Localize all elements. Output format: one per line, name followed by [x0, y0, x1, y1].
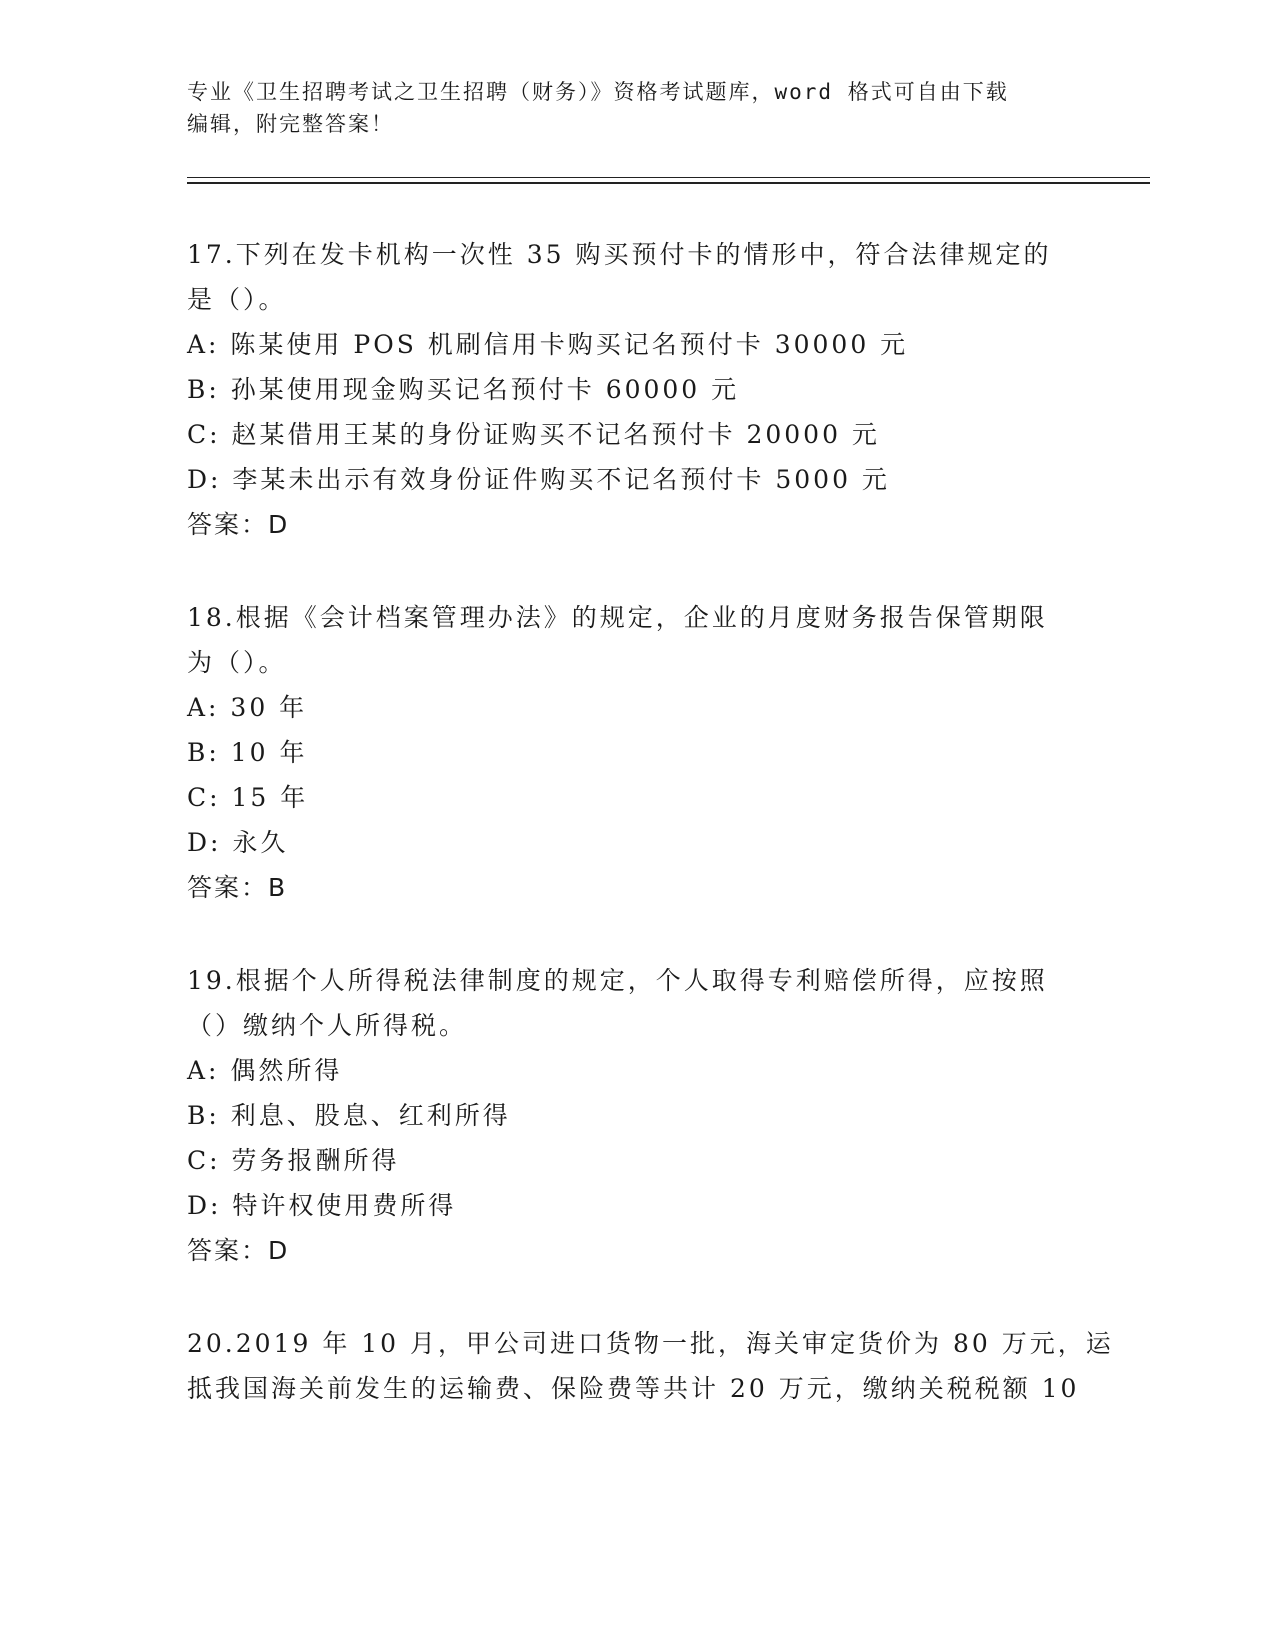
answer: 答案：D — [187, 1236, 290, 1265]
question-18 — [187, 595, 1087, 910]
option-d: D: 李某未出示有效身份证件购买不记名预付卡 5000 元 — [187, 465, 890, 494]
header-line-1: 专业《卫生招聘考试之卫生招聘（财务）》资格考试题库，word 格式可自由下载 — [187, 80, 1009, 104]
header-divider-thin — [187, 177, 1150, 178]
option-b: B: 利息、股息、红利所得 — [187, 1101, 511, 1130]
option-c: C: 15 年 — [187, 783, 309, 812]
question-stem — [187, 232, 1087, 322]
question-stem-line-1: 19.根据个人所得税法律制度的规定，个人取得专利赔偿所得，应按照 — [187, 966, 1048, 995]
answer: 答案：B — [187, 873, 288, 902]
question-stem-line-2: 为（）。 — [187, 648, 287, 677]
option-d: D: 特许权使用费所得 — [187, 1191, 457, 1220]
answer: 答案：D — [187, 510, 290, 539]
question-stem-line-2: 抵我国海关前发生的运输费、保险费等共计 20 万元，缴纳关税税额 10 — [187, 1374, 1080, 1403]
header-line-2: 编辑，附完整答案！ — [187, 112, 394, 136]
question-stem-line-1: 20.2019 年 10 月，甲公司进口货物一批，海关审定货价为 80 万元，运 — [187, 1329, 1114, 1358]
question-stem — [187, 958, 1087, 1048]
option-d: D: 永久 — [187, 828, 289, 857]
option-a: A: 陈某使用 POS 机刷信用卡购买记名预付卡 30000 元 — [187, 330, 909, 359]
question-19 — [187, 958, 1087, 1273]
question-stem-line-2: （）缴纳个人所得税。 — [187, 1011, 468, 1040]
option-c: C: 劳务报酬所得 — [187, 1146, 400, 1175]
question-17 — [187, 232, 1087, 547]
option-a: A: 偶然所得 — [187, 1056, 343, 1085]
option-c: C: 赵某借用王某的身份证购买不记名预付卡 20000 元 — [187, 420, 880, 449]
question-stem — [187, 1321, 1114, 1411]
question-20 — [187, 1321, 1114, 1411]
question-stem-line-1: 18.根据《会计档案管理办法》的规定，企业的月度财务报告保管期限 — [187, 603, 1048, 632]
question-stem — [187, 595, 1087, 685]
question-stem-line-2: 是（）。 — [187, 285, 287, 314]
document-header — [187, 76, 1087, 140]
option-b: B: 10 年 — [187, 738, 308, 767]
option-a: A: 30 年 — [187, 693, 308, 722]
option-b: B: 孙某使用现金购买记名预付卡 60000 元 — [187, 375, 740, 404]
header-divider-thick — [187, 182, 1150, 184]
question-stem-line-1: 17.下列在发卡机构一次性 35 购买预付卡的情形中，符合法律规定的 — [187, 240, 1052, 269]
